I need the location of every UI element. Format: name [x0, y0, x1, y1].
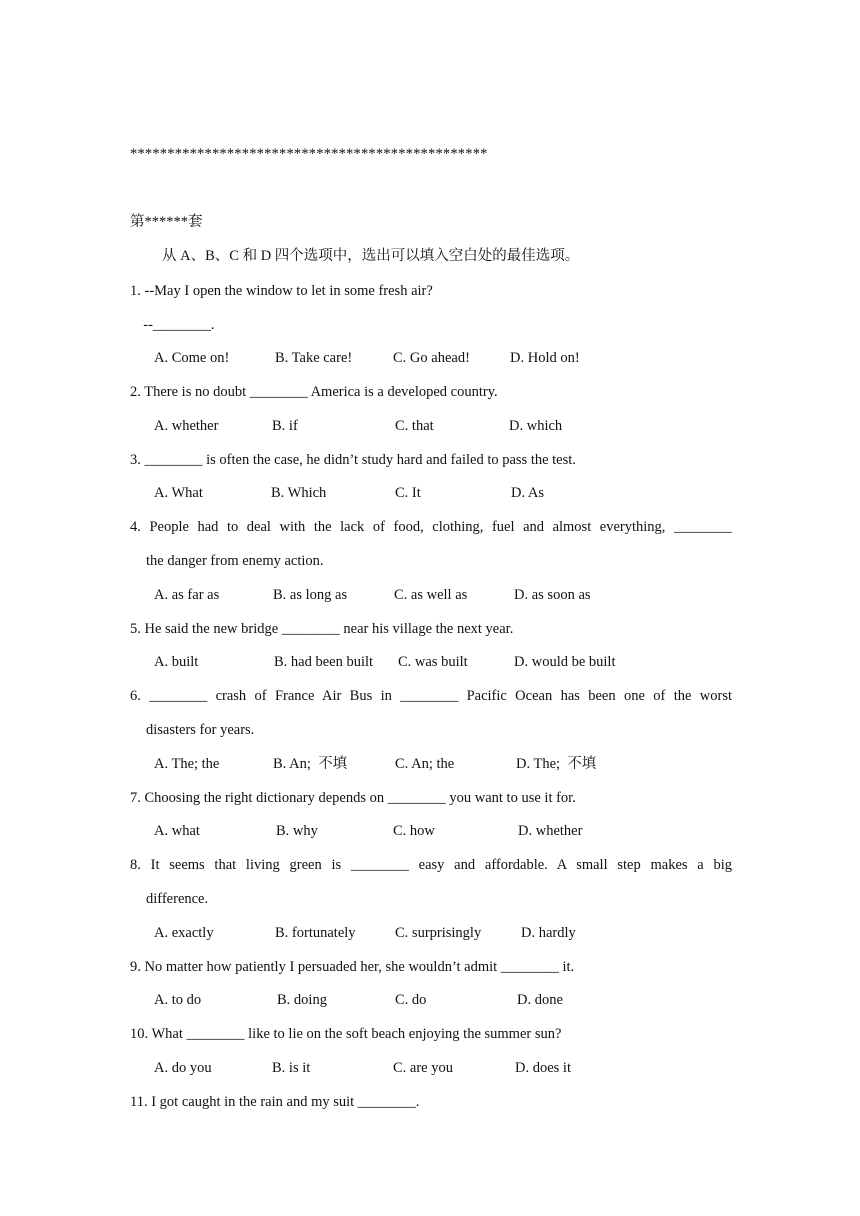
set-title: 第******套 [130, 214, 203, 230]
option-c: C. Go ahead! [393, 350, 470, 366]
option-d: D. As [511, 485, 545, 501]
question-3-stem: 3. ________ is often the case, he didn’t study hard and failed to pass the test. [130, 452, 576, 468]
option-a: A. What [154, 485, 203, 501]
option-a: A. Come on! [154, 350, 230, 366]
option-a: A. exactly [154, 925, 214, 941]
option-b: B. had been built [274, 654, 374, 670]
option-a: A. to do [154, 992, 202, 1008]
option-c: C. how [393, 823, 435, 839]
option-d: D. The; 不填 [516, 756, 597, 772]
option-b: B. fortunately [275, 925, 356, 941]
option-b: B. doing [277, 992, 327, 1008]
option-c: C. that [395, 418, 434, 434]
question-3-options [154, 484, 754, 502]
question-8-stem-continued: difference. [146, 891, 209, 907]
option-c: C. surprisingly [395, 925, 482, 941]
option-b: B. as long as [273, 587, 348, 603]
question-11-stem: 11. I got caught in the rain and my suit ________. [130, 1094, 420, 1110]
option-d: D. whether [518, 823, 583, 839]
option-c: C. as well as [394, 587, 468, 603]
option-c: C. It [395, 485, 421, 501]
question-8-options [154, 924, 754, 942]
separator-stars: ************************************************ [130, 146, 488, 162]
option-d: D. hardly [521, 925, 576, 941]
option-b: B. Which [271, 485, 327, 501]
option-b: B. An; 不填 [273, 756, 348, 772]
question-4-stem-continued: the danger from enemy action. [146, 553, 324, 569]
option-b: B. why [276, 823, 318, 839]
option-d: D. as soon as [514, 587, 591, 603]
option-d: D. Hold on! [510, 350, 580, 366]
option-a: A. The; the [154, 756, 220, 772]
option-d: D. does it [515, 1060, 571, 1076]
question-1-reply: --________. [136, 317, 215, 333]
question-6-stem: 6. ________ crash of France Air Bus in ________ Pacific Ocean has been one of the worst [130, 688, 732, 704]
option-a: A. what [154, 823, 200, 839]
question-9-stem: 9. No matter how patiently I persuaded her, she wouldn’t admit ________ it. [130, 959, 575, 975]
instruction: 从 A、B、C 和 D 四个选项中，选出可以填入空白处的最佳选项。 [162, 248, 580, 264]
question-10-stem: 10. What ________ like to lie on the soft beach enjoying the summer sun? [130, 1026, 562, 1042]
question-2-stem: 2. There is no doubt ________ America is a developed country. [130, 384, 498, 400]
option-b: B. if [272, 418, 298, 434]
option-a: A. as far as [154, 587, 220, 603]
option-c: C. An; the [395, 756, 455, 772]
question-4-options [154, 586, 754, 604]
question-10-options [154, 1059, 754, 1077]
question-2-options [154, 417, 754, 435]
question-5-stem: 5. He said the new bridge ________ near his village the next year. [130, 621, 514, 637]
option-a: A. whether [154, 418, 219, 434]
question-4-stem: 4. People had to deal with the lack of food, clothing, fuel and almost everything, ________ [130, 519, 732, 535]
option-c: C. do [395, 992, 427, 1008]
question-1-options [154, 349, 754, 367]
option-a: A. do you [154, 1060, 212, 1076]
option-d: D. done [517, 992, 563, 1008]
question-6-options [154, 755, 754, 773]
option-d: D. would be built [514, 654, 616, 670]
question-6-stem-continued: disasters for years. [146, 722, 255, 738]
option-c: C. was built [398, 654, 468, 670]
question-8-stem: 8. It seems that living green is ________ easy and affordable. A small step makes a big [130, 857, 732, 873]
question-7-stem: 7. Choosing the right dictionary depends on ________ you want to use it for. [130, 790, 576, 806]
question-5-options [154, 653, 754, 671]
question-9-options [154, 991, 754, 1009]
question-7-options [154, 822, 754, 840]
option-d: D. which [509, 418, 563, 434]
option-b: B. Take care! [275, 350, 353, 366]
question-1-stem: 1. --May I open the window to let in some fresh air? [130, 283, 433, 299]
option-b: B. is it [272, 1060, 311, 1076]
option-a: A. built [154, 654, 199, 670]
option-c: C. are you [393, 1060, 453, 1076]
